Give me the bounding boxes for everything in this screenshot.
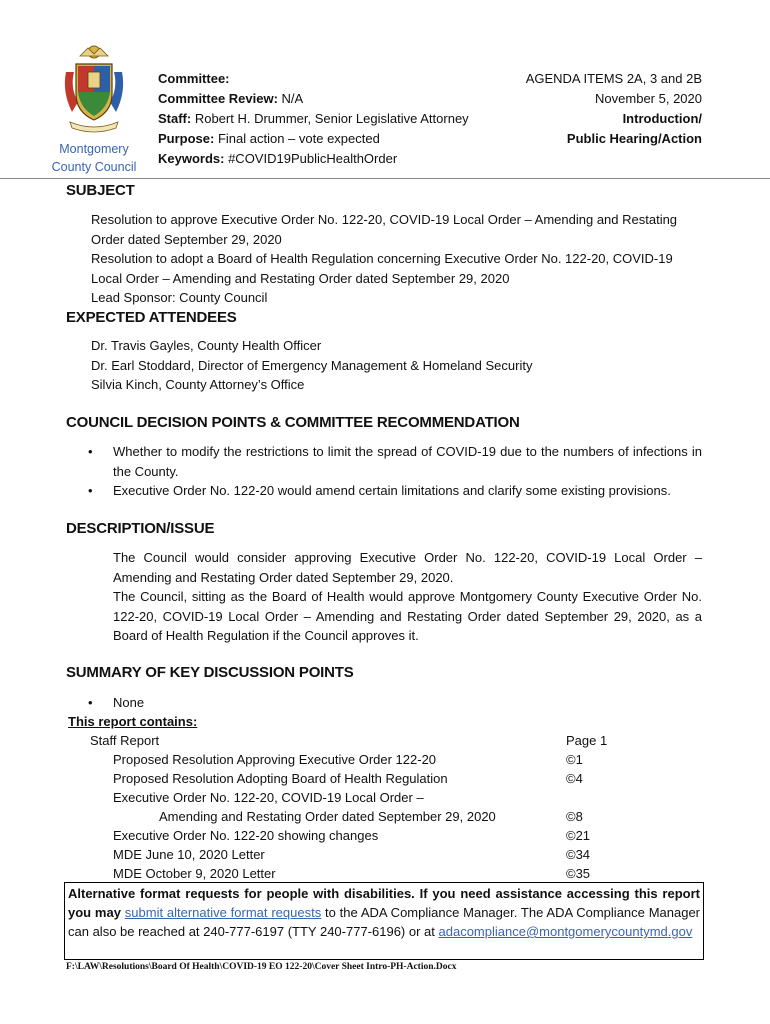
committee-label: Committee: <box>158 71 230 86</box>
toc-page: ©1 <box>566 752 583 767</box>
notice-text <box>68 884 700 941</box>
toc-page: ©35 <box>566 866 591 881</box>
toc-title: Proposed Resolution Approving Executive Order 122-20 <box>113 752 437 767</box>
committee-review-label: Committee Review: <box>158 91 278 106</box>
keywords-value: #COVID19PublicHealthOrder <box>224 151 398 166</box>
purpose-label: Purpose: <box>158 131 215 146</box>
subject-heading: SUBJECT <box>66 182 135 199</box>
report-contents-table <box>68 731 702 883</box>
committee-review-row <box>158 89 469 109</box>
toc-page: ©8 <box>566 809 583 824</box>
toc-title: Executive Order No. 122-20 showing changes <box>113 828 379 843</box>
keywords-label: Keywords: <box>158 151 225 166</box>
committee-row <box>158 69 469 89</box>
org-line-1: Montgomery <box>59 142 129 156</box>
toc-row <box>68 864 702 883</box>
subject-line-2: Order dated September 29, 2020 <box>91 231 282 247</box>
keywords-row <box>158 149 469 169</box>
description-para-2: The Council, sitting as the Board of Health would approve Montgomery County Executive Order No. 122-20, COVID-19 Local Order – Amending and Restating Order dated September 29, 2020, as a Board of Health Regulation if the Council approves it. <box>113 589 702 643</box>
toc-page: ©21 <box>566 828 591 843</box>
council-name <box>44 140 144 176</box>
agenda-items: AGENDA ITEMS 2A, 3 and 2B <box>525 71 702 86</box>
attendee-item: Dr. Earl Stoddard, Director of Emergency Management & Homeland Security <box>91 357 533 373</box>
decision-heading: COUNCIL DECISION POINTS & COMMITTEE RECOMMENDATION <box>66 414 520 431</box>
toc-title: Staff Report <box>90 733 160 748</box>
attendees-list <box>91 336 711 395</box>
staff-label: Staff: <box>158 111 192 126</box>
summary-heading: SUMMARY OF KEY DISCUSSION POINTS <box>66 664 354 681</box>
header-meta <box>158 69 469 169</box>
subject-line-1: Resolution to approve Executive Order No. 122-20, COVID-19 Local Order – Amending and Restating <box>91 212 678 227</box>
toc-row <box>68 807 702 826</box>
item-type-line-2: Public Hearing/Action <box>566 131 702 146</box>
org-line-2: County Council <box>51 160 137 174</box>
file-path-footer: F:\LAW\Resolutions\Board Of Health\COVID-19 EO 122-20\Cover Sheet Intro-PH-Action.Docx <box>66 962 457 972</box>
subject-body <box>91 210 711 308</box>
attendee-item: Dr. Travis Gayles, County Health Officer <box>91 338 322 353</box>
toc-page: ©4 <box>566 771 583 786</box>
summary-points <box>68 693 702 713</box>
toc-row <box>68 731 702 750</box>
alternative-format-link[interactable]: submit alternative format requests <box>124 905 322 920</box>
county-seal-logo <box>58 42 130 134</box>
toc-page: Page 1 <box>566 733 608 748</box>
toc-row <box>68 769 702 788</box>
description-para-1: The Council would consider approving Executive Order No. 122-20, COVID-19 Local Order – Amending and Restating Order dated September 29, 2020. <box>113 550 702 585</box>
notice-middle: to the ADA Compliance Manager. The ADA Compliance Manager can also be reached at 240-777-6197 (TTY 240-777-6196) or at <box>68 905 701 939</box>
description-body <box>113 548 702 646</box>
toc-row <box>68 788 702 807</box>
decision-bullet: • Executive Order No. 122-20 would amend certain limitations and clarify some existing provisions. <box>68 481 702 501</box>
meeting-date: November 5, 2020 <box>595 91 702 106</box>
toc-row <box>68 826 702 845</box>
staff-value: Robert H. Drummer, Senior Legislative Attorney <box>191 111 469 126</box>
ada-email-link[interactable]: adacompliance@montgomerycountymd.gov <box>438 924 693 939</box>
decision-points <box>68 442 702 501</box>
toc-title: Proposed Resolution Adopting Board of Health Regulation <box>113 771 448 786</box>
committee-review-value: N/A <box>277 91 304 106</box>
subject-line-4: Local Order – Amending and Restating Order dated September 29, 2020 <box>91 270 510 286</box>
notice-lead: Alternative format requests for people with disabilities. If you need assistance accessing this report you may <box>68 886 700 920</box>
purpose-row <box>158 129 469 149</box>
attendees-heading: EXPECTED ATTENDEES <box>66 309 237 326</box>
summary-bullet: • None <box>68 693 702 713</box>
subject-line-5: Lead Sponsor: County Council <box>91 290 268 305</box>
toc-page: ©34 <box>566 847 591 862</box>
header-divider <box>0 178 770 179</box>
staff-row <box>158 109 469 129</box>
subject-line-3: Resolution to adopt a Board of Health Regulation concerning Executive Order No. 122-20, COVID-19 <box>91 251 673 266</box>
toc-row <box>68 845 702 864</box>
toc-title: Executive Order No. 122-20, COVID-19 Local Order – <box>113 790 424 805</box>
purpose-value: Final action – vote expected <box>214 131 380 146</box>
decision-bullet: • Whether to modify the restrictions to limit the spread of COVID-19 due to the numbers of infections in the County. <box>68 442 702 481</box>
toc-title: MDE October 9, 2020 Letter <box>113 866 276 881</box>
accessibility-notice <box>64 882 704 960</box>
toc-row <box>68 750 702 769</box>
attendee-item: Silvia Kinch, County Attorney’s Office <box>91 377 305 392</box>
toc-title: Amending and Restating Order dated September 29, 2020 <box>159 809 496 824</box>
report-contains-label: This report contains: <box>68 714 198 729</box>
description-heading: DESCRIPTION/ISSUE <box>66 520 215 537</box>
toc-title: MDE June 10, 2020 Letter <box>113 847 265 862</box>
agenda-info <box>526 69 702 149</box>
item-type-line-1: Introduction/ <box>622 111 702 126</box>
